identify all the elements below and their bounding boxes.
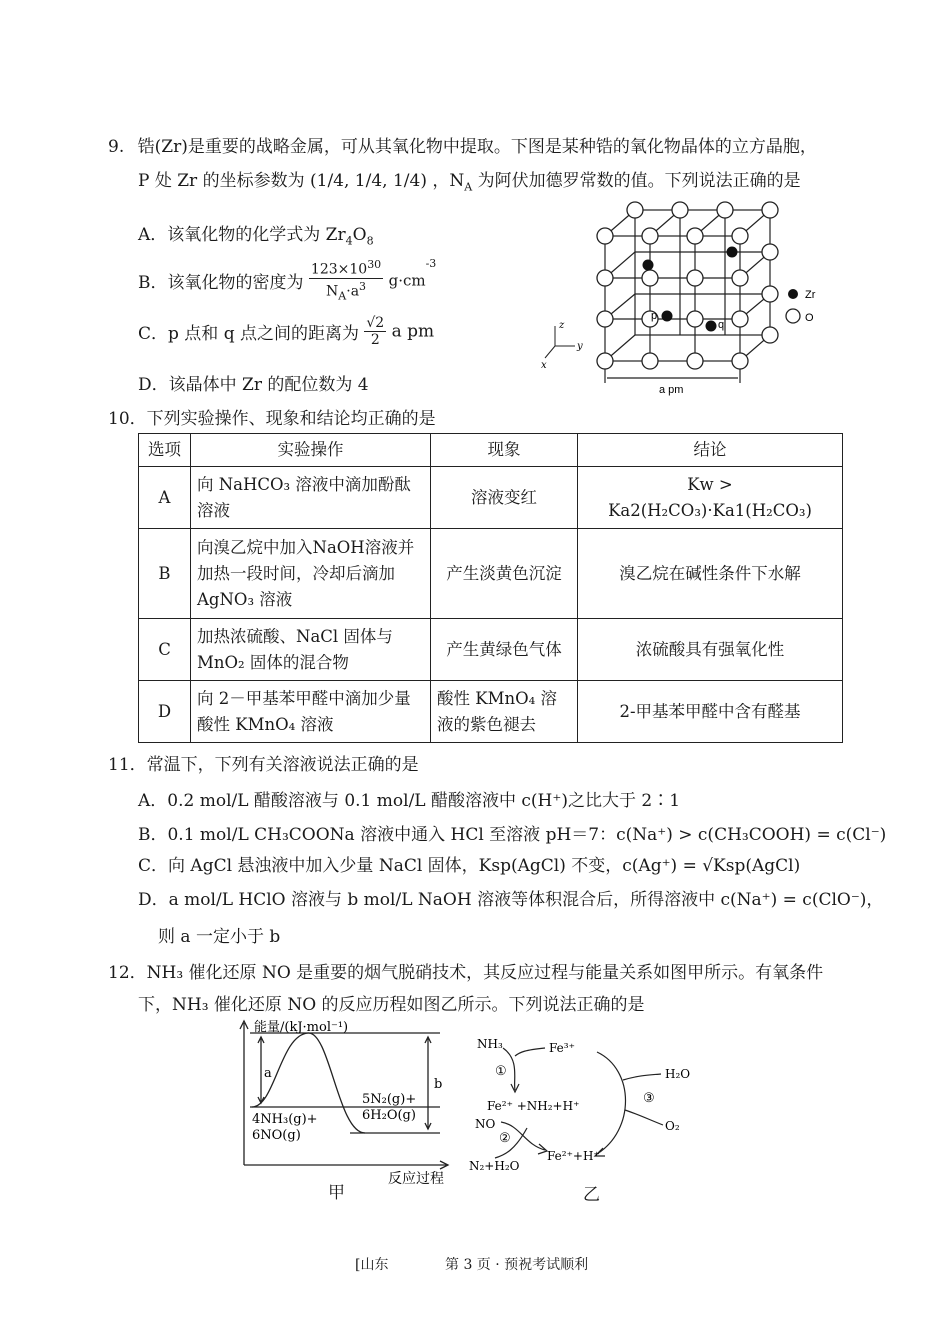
mech-step2: ② xyxy=(499,1131,511,1146)
footer-left: [山东 xyxy=(355,1257,389,1273)
q9-density-exp: 30 xyxy=(367,258,382,271)
row-a-operation: 向 NaHCO₃ 溶液中滴加酚酞溶液 xyxy=(191,467,431,529)
axis-z-label: z xyxy=(559,320,565,331)
q9-number: 9. xyxy=(108,137,125,157)
row-a-conclusion: Kw > Ka2(H₂CO₃)·Ka1(H₂CO₃) xyxy=(578,467,843,529)
row-a-option: A xyxy=(139,467,191,529)
figure-jia-caption: 甲 xyxy=(328,1183,345,1203)
q9-distance-num: √2 xyxy=(366,315,385,331)
q9-coord: (1/4, 1/4, 1/4) xyxy=(310,171,427,191)
row-b-phenomenon: 产生淡黄色沉淀 xyxy=(431,529,578,619)
q9-density-den-tail: ·a xyxy=(346,283,360,300)
mech-product: N₂+H₂O xyxy=(469,1159,520,1173)
q12-stem-line1 xyxy=(108,958,823,983)
q9-option-b-text: B．该氧化物的密度为 xyxy=(138,273,304,294)
mech-fe3: Fe³⁺ xyxy=(549,1041,575,1055)
legend-zr-label: Zr xyxy=(805,289,816,301)
header-phenomenon: 现象 xyxy=(431,434,578,467)
q12-number: 12． xyxy=(108,963,147,983)
q9-density-fraction: $\frac{123\times 10^{30}}{N_A\cdot a^3}$ xyxy=(310,258,382,303)
row-c-option: C xyxy=(139,619,191,681)
mech-step1: ① xyxy=(495,1064,507,1079)
q9-density-unit: g·cm xyxy=(388,271,426,290)
q10-number: 10． xyxy=(108,409,147,429)
mech-o2: O₂ xyxy=(665,1119,680,1133)
q9-stem-line1 xyxy=(108,132,817,157)
row-d-phenomenon: 酸性 KMnO₄ 溶液的紫色褪去 xyxy=(431,681,578,743)
row-d-operation: 向 2－甲基苯甲醛中滴加少量酸性 KMnO₄ 溶液 xyxy=(191,681,431,743)
row-d-option: D xyxy=(139,681,191,743)
q9-distance-den: 2 xyxy=(370,332,380,348)
q12-stem-text1: NH₃ 催化还原 NO 是重要的烟气脱硝技术，其反应过程与能量关系如图甲所示。有氧条件 xyxy=(146,963,824,983)
point-q-label: q xyxy=(718,319,725,331)
q10-stem-text: 下列实验操作、现象和结论均正确的是 xyxy=(146,409,436,429)
header-conclusion: 结论 xyxy=(578,434,843,467)
q9-option-a: A．该氧化物的化学式为 $Zr_4O_8$ xyxy=(138,225,374,248)
row-b-conclusion: 溴乙烷在碱性条件下水解 xyxy=(578,529,843,619)
energy-ylabel: 能量/(kJ·mol⁻¹) xyxy=(254,1020,349,1035)
figure-yi-caption: 乙 xyxy=(583,1185,600,1205)
header-option: 选项 xyxy=(139,434,191,467)
point-p-label: p xyxy=(651,310,658,322)
axis-y-label: y xyxy=(577,341,583,352)
reactant-line2: 6NO(g) xyxy=(252,1128,301,1143)
q11-stem-text: 常温下，下列有关溶液说法正确的是 xyxy=(146,755,419,775)
q9-option-a-tail: O xyxy=(352,225,367,245)
q9-option-b: B．该氧化物的密度为 $\frac{123\times 10^{30}}{N_A\cdot a^3}$ $g\cdot cm^{-3}$ xyxy=(138,257,437,303)
q9-option-d-text: D．该晶体中 Zr 的配位数为 4 xyxy=(138,375,369,395)
table-row xyxy=(139,619,843,681)
energy-b-label: b xyxy=(434,1077,443,1092)
row-d-conclusion: 2-甲基苯甲醛中含有醛基 xyxy=(578,681,843,743)
row-c-operation: 加热浓硫酸、NaCl 固体与 MnO₂ 固体的混合物 xyxy=(191,619,431,681)
row-c-phenomenon: 产生黄绿色气体 xyxy=(431,619,578,681)
table-row xyxy=(139,681,843,743)
q9-stem-text1: 锆(Zr)是重要的战略金属，可从其氧化物中提取。下图是某种锆的氧化物晶体的立方晶胞， xyxy=(137,137,817,157)
mech-no: NO xyxy=(475,1117,496,1131)
footer-page: 第 3 页 · 预祝考试顺利 xyxy=(445,1257,589,1273)
mech-step3: ③ xyxy=(643,1091,655,1106)
q9-option-c-text: C．p 点和 q 点之间的距离为 xyxy=(138,324,359,344)
q9-stem-line2 xyxy=(138,166,801,193)
mech-nh3: NH₃ xyxy=(477,1037,503,1051)
mech-h2o: H₂O xyxy=(665,1067,691,1081)
product-line2: 6H₂O(g) xyxy=(362,1108,416,1123)
row-a-phenomenon: 溶液变红 xyxy=(431,467,578,529)
reactant-line1: 4NH₃(g)+ xyxy=(252,1112,318,1127)
axis-x-label: x xyxy=(541,360,547,371)
crystal-cell-diagram xyxy=(535,198,835,398)
q9-stem-text2a: P 处 Zr 的坐标参数为 xyxy=(138,171,305,191)
product-line1: 5N₂(g)+ xyxy=(362,1092,417,1107)
row-b-option: B xyxy=(139,529,191,619)
legend-o-label: O xyxy=(805,312,814,324)
mech-fe2h: Fe²⁺+H⁺ xyxy=(547,1149,600,1163)
q11-option-a: A．0.2 mol/L 醋酸溶液与 0.1 mol/L 醋酸溶液中 c(H⁺)之比大于 2∶1 xyxy=(138,791,681,811)
energy-diagram xyxy=(230,1015,460,1195)
edge-length-label: a pm xyxy=(659,384,684,396)
q9-option-c xyxy=(138,315,434,348)
q9-option-d xyxy=(138,370,369,395)
q9-distance-fraction xyxy=(364,315,386,348)
energy-xlabel: 反应过程 xyxy=(388,1171,444,1187)
energy-a-label: a xyxy=(264,1066,272,1081)
row-b-operation: 向溴乙烷中加入NaOH溶液并加热一段时间，冷却后滴加 AgNO₃ 溶液 xyxy=(191,529,431,619)
q9-density-num: 123×10 xyxy=(310,261,368,278)
q11-option-d-line1: D．a mol/L HClO 溶液与 b mol/L NaOH 溶液等体积混合后，所得溶液中 c(Na⁺) = c(ClO⁻)， xyxy=(138,890,884,910)
row-c-conclusion: 浓硫酸具有强氧化性 xyxy=(578,619,843,681)
q9-option-a-text: A．该氧化物的化学式为 Zr xyxy=(138,225,346,245)
q10-table xyxy=(138,433,843,743)
q9-distance-unit: a pm xyxy=(391,321,435,342)
q11-stem xyxy=(108,750,419,775)
mechanism-diagram xyxy=(465,1030,725,1180)
q10-stem xyxy=(108,404,436,429)
q11-number: 11． xyxy=(108,755,147,775)
mech-intermediate: Fe²⁺ +NH₂+H⁺ xyxy=(487,1099,580,1113)
table-row xyxy=(139,467,843,529)
header-operation: 实验操作 xyxy=(191,434,431,467)
table-header-row xyxy=(139,434,843,467)
table-row xyxy=(139,529,843,619)
q11-option-d-line2: 则 a 一定小于 b xyxy=(158,927,281,947)
q9-density-den: N xyxy=(326,283,339,300)
q9-na-sub: A xyxy=(464,180,473,194)
q11-option-b: B．0.1 mol/L CH₃COONa 溶液中通入 HCl 至溶液 pH＝7：c(Na⁺) > c(CH₃COOH) = c(Cl⁻) xyxy=(138,825,887,845)
q9-stem-text2c: 为阿伏加德罗常数的值。下列说法正确的是 xyxy=(477,171,801,191)
q11-option-c: C．向 AgCl 悬浊液中加入少量 NaCl 固体，Ksp(AgCl) 不变，c(Ag⁺) = √Ksp(AgCl) xyxy=(138,856,801,876)
q9-stem-text2b: ，N xyxy=(432,171,465,191)
q12-stem-line2: 下，NH₃ 催化还原 NO 的反应历程如图乙所示。下列说法正确的是 xyxy=(138,995,645,1015)
